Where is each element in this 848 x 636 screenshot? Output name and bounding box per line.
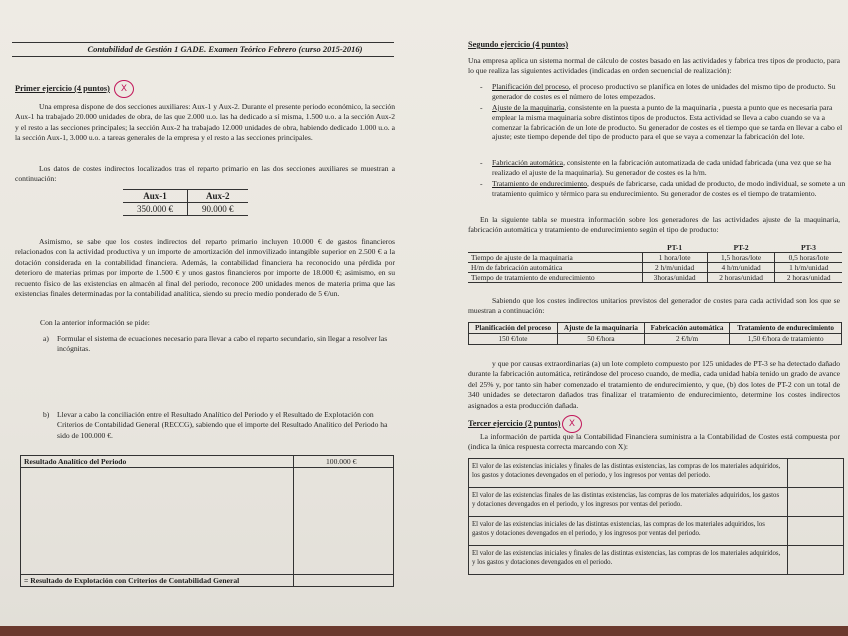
cost-value: 2 €/h/m — [644, 334, 729, 345]
activity-description: , después de fabricarse, cada unidad de producto, de modo individual, se somete a un tratamiento químico y térmico para su endurecimiento. Su generador de costes es el tiempo de tratamiento. — [492, 179, 846, 198]
cost-value: 150 €/lote — [469, 334, 558, 345]
activity-name: Planificación del proceso — [492, 82, 569, 91]
header-rule-top — [12, 42, 394, 43]
ex2-cost-intro: Sabiendo que los costes indirectos unitarios previstos del generador de costes para cada actividad son los que se muestran a continuación: — [468, 296, 840, 316]
answer-option-text: El valor de las existencias iniciales y finales de las distintas existencias, las compras de los materiales adquiridos, y los gastos y dotaciones devengados en el periodo. — [472, 550, 781, 566]
answer-mark-divider — [787, 517, 788, 545]
handwritten-x-mark: X — [562, 415, 582, 433]
table-row — [468, 253, 842, 263]
activity-name: Fabricación automática — [492, 158, 564, 167]
answer-option[interactable] — [469, 459, 843, 488]
ex1-heading: Primer ejercicio (4 puntos) — [15, 84, 110, 93]
reconciliation-divider — [293, 456, 294, 586]
ex3-intro: La información de partida que la Contabilidad Financiera suministra a la Contabilidad de Costes está compuesta por (indica la única respuesta correcta marcando con X): — [468, 432, 840, 452]
answer-option[interactable] — [469, 488, 843, 517]
question-b-text: Llevar a cabo la conciliación entre el Resultado Analítico del Periodo y el Resultado de Explotación con Criterios de Contabilidad General (RECCG), sabiendo que el importe del Resultado Analítico del Periodo ha sido de 100.000 €. — [57, 410, 388, 440]
question-a-text: Formular el sistema de ecuaciones necesario para llevar a cabo el reparto secundario, sin llegar a resolver las incógnitas. — [57, 334, 388, 354]
gen-cell: 4 h/m/unidad — [707, 263, 775, 273]
header-rule-bottom — [12, 56, 394, 57]
ex1-paragraph-2: Los datos de costes indirectos localizados tras el reparto primario en las dos secciones auxiliares se muestran a continuación: — [15, 164, 395, 184]
aux-sections-table — [123, 189, 248, 216]
reconciliation-header-label: Resultado Analítico del Periodo — [24, 457, 127, 466]
ex1-request: Con la anterior información se pide: — [40, 318, 150, 327]
exam-title: Contabilidad de Gestión 1 GADE. Examen Teórico Febrero (curso 2015-2016) — [87, 44, 363, 54]
reconciliation-footer-label: = Resultado de Explotación con Criterios de Contabilidad General — [24, 576, 240, 585]
cost-header: Ajuste de la maquinaria — [558, 323, 645, 334]
gen-row-label: Tiempo de tratamiento de endurecimiento — [468, 273, 642, 283]
activity-description: , consistente en la puesta a punto de la maquinaria , puesta a punto que es necesaria para emplear la misma maquinaria sobre distintos tipos de productos. Esta actividad se lleva a cabo cuando se va a comenzar la fabricación de un lote de producto. Su generador de costes es el tiempo que se tarda en llevar a cabo el ajuste; este tiempo depende del tipo de producto para el que se vaya a comenzar la fabricación del lote. — [492, 103, 843, 142]
aux-value-2: 90.000 € — [188, 203, 248, 216]
answer-mark-divider — [787, 459, 788, 487]
aux-header-2: Aux-2 — [188, 190, 248, 203]
ex1-paragraph-1: Una empresa dispone de dos secciones auxiliares: Aux-1 y Aux-2. Durante el presente periodo económico, la sección Aux-1 ha trabajado 20.000 unidades de obra, de las que 2.000 u.o. las ha dedicado a sí misma, 1.500 u.o. a la sección Aux-2 y el resto a las secciones principales; la sección Aux-2 ha trabajado 12.000 unidades de obra, habiendo dedicado 1.000 u.o. a la sección Aux-1, 3.000 u.o. a tareas generales de la empresa y el resto a las secciones principales. — [15, 102, 395, 143]
activity-name: Tratamiento de endurecimiento — [492, 179, 588, 188]
ex2-intro: Una empresa aplica un sistema normal de cálculo de costes basado en las actividades y fabrica tres tipos de producto, para lo que realiza las siguientes actividades (indicadas en orden secuencial de realización): — [468, 56, 840, 76]
ex2-table-intro: En la siguiente tabla se muestra información sobre los generadores de las actividades ajuste de la maquinaria, fabricación automática y tratamiento de endurecimiento según el tipo de producto: — [468, 215, 840, 235]
answer-option-text: El valor de las existencias finales de las distintas existencias, las compras de los materiales adquiridos, los gastos y dotaciones devengados en el periodo, y los ingresos por ventas del periodo. — [472, 492, 780, 508]
activity-name: Ajuste de la maquinaria — [492, 103, 565, 112]
gen-header-blank — [468, 243, 642, 253]
aux-header-1: Aux-1 — [123, 190, 188, 203]
handwritten-x-mark: X — [114, 80, 134, 98]
gen-cell: 2 horas/unidad — [775, 273, 842, 283]
answer-option[interactable] — [469, 517, 843, 546]
reconciliation-box — [20, 455, 394, 587]
cost-header: Tratamiento de endurecimiento — [730, 323, 842, 334]
answer-mark-divider — [787, 488, 788, 516]
table-row — [468, 263, 842, 273]
answer-option[interactable] — [469, 546, 843, 574]
answer-option-text: El valor de las existencias iniciales de las distintas existencias, las compras de los materiales adquiridos, los gastos y dotaciones devengados en el periodo, y los ingresos por ventas del periodo. — [472, 521, 765, 537]
unit-costs-table — [468, 322, 842, 345]
ex2-final-paragraph: y que por causas extraordinarias (a) un lote completo compuesto por 125 unidades de PT-3 se ha detectado dañado durante la fabricación automática, retirándose del proceso cuando, de media, cada unidad había tenido un grado de avance del 25% y, por tanto sin haber comenzado el tratamiento de endurecimiento, y que, (b) dos lotes de PT-2 con un total de 340 unidades se detectaron dañados tras finalizar el tratamiento de endurecimiento, determine los costes indirectos asignados a esta producción dañada. — [468, 359, 840, 410]
question-b-label: b) — [43, 410, 50, 419]
cost-header: Fabricación automática — [644, 323, 729, 334]
generators-table — [468, 243, 842, 283]
cost-value: 50 €/hora — [558, 334, 645, 345]
aux-value-1: 350.000 € — [123, 203, 188, 216]
table-row — [468, 273, 842, 283]
ex3-heading: Tercer ejercicio (2 puntos) — [468, 419, 561, 428]
question-a-label: a) — [43, 334, 49, 343]
gen-cell: 1 h/m/unidad — [775, 263, 842, 273]
activity-description: , consistente en la fabricación automatizada de cada unidad fabricada (una vez que se ha realizado el ajuste de la maquinaria). Su generador de costes es la h/m. — [492, 158, 832, 177]
gen-cell: 0,5 horas/lote — [775, 253, 842, 263]
answer-options-table — [468, 458, 844, 575]
answer-mark-divider — [787, 546, 788, 574]
gen-header-pt2: PT-2 — [707, 243, 775, 253]
ex2-heading: Segundo ejercicio (4 puntos) — [468, 40, 569, 49]
gen-header-pt1: PT-1 — [642, 243, 707, 253]
gen-cell: 3horas/unidad — [642, 273, 707, 283]
gen-header-pt3: PT-3 — [775, 243, 842, 253]
gen-cell: 2 horas/unidad — [707, 273, 775, 283]
gen-cell: 1,5 horas/lote — [707, 253, 775, 263]
answer-option-text: El valor de las existencias iniciales y finales de las distintas existencias, las compras de los materiales adquiridos, los gastos y dotaciones devengados en el periodo, y los ingresos por ventas del periodo. — [472, 463, 781, 479]
cost-header: Planificación del proceso — [469, 323, 558, 334]
reconciliation-header-value: 100.000 € — [326, 457, 357, 466]
desk-edge — [0, 626, 848, 636]
gen-row-label: Tiempo de ajuste de la maquinaria — [468, 253, 642, 263]
cost-value: 1,50 €/hora de tratamiento — [730, 334, 842, 345]
activity-description: , el proceso productivo se planifica en lotes de unidades del mismo tipo de producto. Su generador de costes es el número de lotes empezados. — [492, 82, 836, 101]
gen-cell: 2 h/m/unidad — [642, 263, 707, 273]
gen-row-label: H/m de fabricación automática — [468, 263, 642, 273]
gen-cell: 1 hora/lote — [642, 253, 707, 263]
ex1-paragraph-3: Asimismo, se sabe que los costes indirectos del reparto primario incluyen 10.000 € de gastos financieros relacionados con la actividad productiva y un importe de amortización del inmovilizado intangible superior en 2.500 € a la dotación considerada en la contabilidad financiera. Además, la contabilidad financiera ha reconocido una pérdida por deterioro de materias primas por importe de 1.500 € y unos gastos financieros por importe de 18.000 €; asimismo, en su recuento físico de las existencias en almacén al final del periodo, reconoce 200 unidades menos de materia prima que las existencias finales determinadas por la contabilidad analítica, siendo su precio medio ponderado de 5 €/un. — [15, 237, 395, 299]
table-row — [469, 334, 842, 345]
